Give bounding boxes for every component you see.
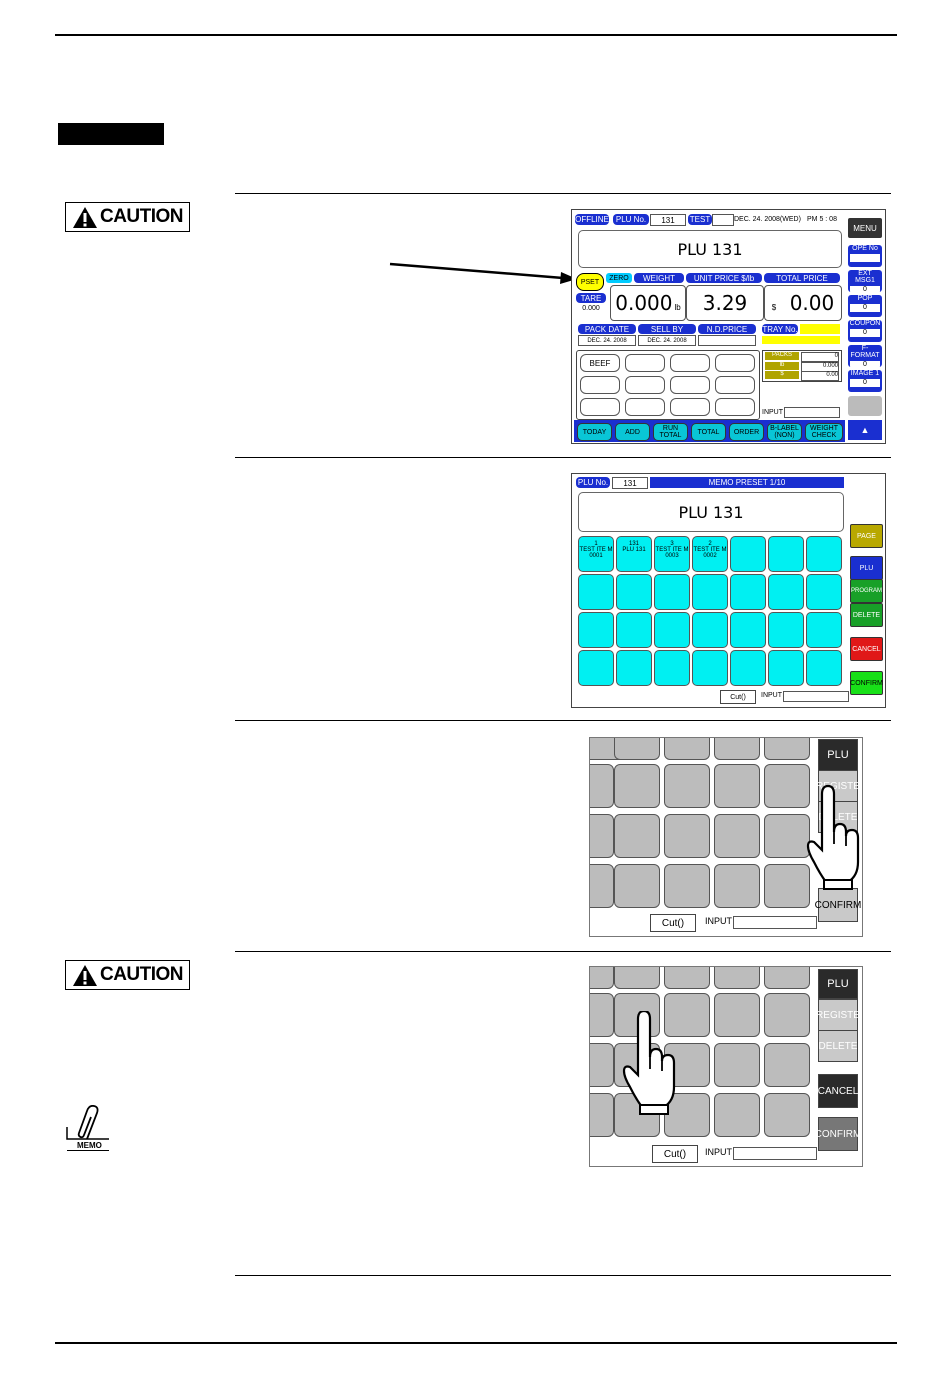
caution-label: CAUTION <box>99 206 184 227</box>
caution-badge <box>65 960 190 990</box>
preset-text: PLU 131 <box>622 547 646 553</box>
preset-grid <box>575 533 847 689</box>
lb-value: 0.000 <box>801 362 839 372</box>
preset-key[interactable] <box>580 398 620 416</box>
preset-key-panel <box>576 350 760 420</box>
memo-preset-screen <box>571 473 886 708</box>
tray-no-value <box>800 324 840 334</box>
weight-label: WEIGHT <box>634 273 684 283</box>
plu-no-value: 131 <box>612 477 648 489</box>
tare-value: 0.000 <box>582 305 600 312</box>
side-ope-no-label: OPE No <box>852 245 878 252</box>
memo-label: MEMO <box>77 1141 102 1150</box>
dollar-label: $ <box>765 371 799 379</box>
scroll-up-button[interactable]: ▲ <box>848 420 882 440</box>
side-pop-value: 0 <box>850 304 880 312</box>
test-value <box>712 214 734 226</box>
side-f-format-value: 0 <box>850 361 880 367</box>
plu-no-value: 131 <box>650 214 686 226</box>
preset-key[interactable] <box>589 966 614 989</box>
preset-key[interactable] <box>654 574 690 610</box>
preset-key[interactable] <box>625 354 665 372</box>
input-field[interactable] <box>733 1147 817 1160</box>
preset-key[interactable] <box>589 1093 614 1137</box>
bottom-rule <box>55 1342 897 1344</box>
preset-key[interactable] <box>616 612 652 648</box>
step-divider <box>235 193 891 194</box>
preset-key[interactable] <box>806 650 842 686</box>
memo-badge <box>65 1105 111 1151</box>
preset-key[interactable] <box>714 993 760 1037</box>
top-rule <box>55 34 897 36</box>
pack-date-label: PACK DATE <box>578 324 636 334</box>
side-ope-no-value <box>850 254 880 262</box>
confirm-button[interactable]: CONFIRM <box>818 888 858 922</box>
cancel-button[interactable]: CANCEL <box>818 1074 858 1108</box>
preset-key[interactable] <box>714 814 760 858</box>
preset-key[interactable] <box>589 864 614 908</box>
preset-key[interactable] <box>764 737 810 760</box>
total-button[interactable]: TOTAL <box>691 423 726 441</box>
preset-key[interactable] <box>616 650 652 686</box>
preset-key[interactable] <box>654 612 690 648</box>
page-button[interactable]: PAGE <box>850 524 883 548</box>
preset-key[interactable] <box>692 650 728 686</box>
memo-underline <box>67 1150 109 1151</box>
preset-key[interactable] <box>714 737 760 760</box>
input-field[interactable] <box>784 407 840 418</box>
preset-key[interactable] <box>578 574 614 610</box>
side-coupon[interactable] <box>848 320 882 342</box>
main-weighing-screen <box>571 209 886 444</box>
preset-key[interactable] <box>730 536 766 572</box>
input-label: INPUT <box>705 1147 732 1157</box>
order-button[interactable]: ORDER <box>729 423 764 441</box>
zero-indicator: ZERO <box>606 273 632 283</box>
input-field[interactable] <box>733 916 817 929</box>
cut-button[interactable]: Cut() <box>652 1145 698 1163</box>
preset-key-4[interactable] <box>692 536 728 572</box>
sell-by-value: DEC. 24. 2008 <box>638 335 696 346</box>
delete-button[interactable]: DELETE <box>818 801 858 833</box>
preset-text: TEST ITE M 0003 <box>655 547 689 559</box>
total-price-display <box>764 285 842 321</box>
weight-display <box>610 285 686 321</box>
preset-key[interactable] <box>616 574 652 610</box>
step-divider <box>235 951 891 952</box>
preset-key[interactable] <box>614 966 660 989</box>
weight-unit: lb <box>674 302 681 312</box>
preset-key[interactable] <box>664 864 710 908</box>
step-divider <box>235 457 891 458</box>
side-pop[interactable] <box>848 295 882 317</box>
pset-button[interactable]: PSET <box>576 273 604 291</box>
preset-key[interactable] <box>664 966 710 989</box>
tray-yellow-bar <box>762 336 840 344</box>
preset-key[interactable] <box>806 574 842 610</box>
plu-no-label: PLU No. <box>577 478 609 487</box>
preset-key[interactable] <box>664 737 710 760</box>
side-f-format[interactable] <box>848 345 882 367</box>
paperclip-icon <box>65 1105 111 1141</box>
program-button[interactable]: PROGRAM <box>850 579 883 603</box>
test-label: TEST <box>689 215 711 224</box>
preset-key[interactable] <box>764 1043 810 1087</box>
currency-sign: $ <box>771 302 777 312</box>
preset-key[interactable] <box>580 376 620 394</box>
b-label-button[interactable]: B-LABEL (NON) <box>767 423 802 441</box>
preset-key[interactable] <box>578 612 614 648</box>
preset-key[interactable] <box>692 612 728 648</box>
preset-key[interactable] <box>578 650 614 686</box>
preset-key[interactable] <box>625 398 665 416</box>
preset-key[interactable] <box>730 612 766 648</box>
register-button[interactable]: REGISTE <box>818 770 858 802</box>
memo-preset-title: MEMO PRESET 1/10 <box>650 477 844 488</box>
preset-key[interactable] <box>715 398 755 416</box>
preset-key[interactable] <box>768 650 804 686</box>
input-label: INPUT <box>762 409 783 416</box>
register-zoom-screen <box>589 737 863 937</box>
preset-key[interactable] <box>714 966 760 989</box>
run-total-button[interactable]: RUN TOTAL <box>653 423 688 441</box>
lb-label: lb <box>765 362 799 370</box>
preset-key[interactable] <box>730 574 766 610</box>
preset-key[interactable] <box>670 376 710 394</box>
nd-price-value <box>698 335 756 346</box>
preset-key[interactable] <box>764 966 810 989</box>
side-ext-msg[interactable] <box>848 270 882 292</box>
preset-key[interactable] <box>654 650 690 686</box>
section-heading-block <box>58 123 164 145</box>
preset-text: TEST ITE M 0002 <box>693 547 727 559</box>
preset-key[interactable] <box>768 612 804 648</box>
caution-label: CAUTION <box>99 964 184 985</box>
packs-label: PACKS <box>765 352 799 360</box>
total-price-value: 0.00 <box>789 291 835 315</box>
unit-price-label: UNIT PRICE $/lb <box>686 273 762 283</box>
pointing-hand-icon <box>620 1011 678 1121</box>
side-f-format-label: F-FORMAT <box>850 345 880 359</box>
side-pop-label: POP <box>857 295 873 302</box>
plu-button[interactable]: PLU <box>850 556 883 580</box>
preset-key-1[interactable] <box>578 536 614 572</box>
preset-key[interactable] <box>714 1043 760 1087</box>
unit-price-display: 3.29 <box>686 285 764 321</box>
preset-key[interactable] <box>589 764 614 808</box>
preset-key[interactable] <box>806 612 842 648</box>
preset-key[interactable] <box>589 993 614 1037</box>
pack-date-value: DEC. 24. 2008 <box>578 335 636 346</box>
preset-key[interactable] <box>730 650 766 686</box>
plu-name-display: PLU 131 <box>578 492 844 532</box>
weight-check-button[interactable]: WEIGHT CHECK <box>805 423 843 441</box>
preset-num: 2 <box>708 541 712 547</box>
side-image-label: IMAGE 1 <box>850 370 880 377</box>
packs-value: 0 <box>801 352 839 362</box>
cut-button[interactable]: Cut() <box>720 690 756 704</box>
date-display: DEC. 24. 2008(WED) <box>734 216 801 223</box>
function-key-bar <box>574 420 845 442</box>
side-ope-no[interactable] <box>848 245 882 267</box>
side-image[interactable] <box>848 370 882 392</box>
cancel-button[interactable]: CANCEL <box>850 637 883 661</box>
preset-key[interactable] <box>714 1093 760 1137</box>
select-preset-zoom-screen <box>589 966 863 1167</box>
step-divider <box>235 1275 891 1276</box>
preset-key-3[interactable] <box>654 536 690 572</box>
side-blank-button[interactable] <box>848 396 882 416</box>
pointer-arrow <box>385 258 580 286</box>
confirm-button[interactable]: CONFIRM <box>818 1117 858 1151</box>
preset-key[interactable] <box>614 764 660 808</box>
warning-icon <box>72 206 98 229</box>
add-button[interactable]: ADD <box>615 423 650 441</box>
preset-key[interactable] <box>764 1093 810 1137</box>
preset-key[interactable] <box>614 864 660 908</box>
input-field[interactable] <box>783 691 849 702</box>
confirm-button[interactable]: CONFIRM <box>850 671 883 695</box>
plu-no-label: PLU No. <box>613 214 649 225</box>
menu-button[interactable]: MENU <box>848 218 882 238</box>
warning-icon <box>72 964 98 987</box>
preset-key[interactable] <box>806 536 842 572</box>
dollar-value: 0.00 <box>801 371 839 381</box>
plu-button[interactable]: PLU <box>818 969 858 999</box>
side-coupon-label: COUPON <box>849 320 881 327</box>
total-price-label: TOTAL PRICE <box>764 273 840 283</box>
plu-name-display: PLU 131 <box>578 230 842 268</box>
time-display: PM 5 : 08 <box>807 216 837 223</box>
preset-key[interactable] <box>768 574 804 610</box>
tare-label: TARE <box>576 293 606 303</box>
side-ext-msg-label: EXT MSG1 <box>855 270 875 284</box>
preset-key[interactable] <box>670 354 710 372</box>
preset-key[interactable] <box>715 354 755 372</box>
weight-value: 0.000 <box>615 291 673 315</box>
delete-button[interactable]: DELETE <box>818 1030 858 1062</box>
side-coupon-value: 0 <box>850 329 880 337</box>
preset-num: 3 <box>670 541 674 547</box>
preset-key-2[interactable] <box>616 536 652 572</box>
preset-key[interactable] <box>714 764 760 808</box>
preset-key[interactable] <box>625 376 665 394</box>
preset-key[interactable] <box>692 574 728 610</box>
preset-key-beef[interactable]: BEEF <box>580 354 620 372</box>
preset-key[interactable] <box>715 376 755 394</box>
delete-button[interactable]: DELETE <box>850 603 883 627</box>
preset-key[interactable] <box>614 814 660 858</box>
input-label: INPUT <box>761 692 782 699</box>
nd-price-label: N.D.PRICE <box>698 324 756 334</box>
side-image-value: 0 <box>850 379 880 387</box>
preset-key[interactable] <box>664 764 710 808</box>
preset-key[interactable] <box>768 536 804 572</box>
preset-text: TEST ITE M 0001 <box>579 547 613 559</box>
preset-key[interactable] <box>670 398 710 416</box>
sell-by-label: SELL BY <box>638 324 696 334</box>
pointing-hand-icon <box>804 784 862 890</box>
packs-summary <box>762 350 842 382</box>
register-button[interactable]: REGISTE <box>818 999 858 1031</box>
tray-no-label: TRAY No. <box>762 324 798 334</box>
step-divider <box>235 720 891 721</box>
plu-button[interactable]: PLU <box>818 739 858 771</box>
cut-button[interactable]: Cut() <box>650 914 696 932</box>
preset-key[interactable] <box>589 814 614 858</box>
preset-num: 131 <box>628 541 639 547</box>
caution-badge <box>65 202 190 232</box>
preset-num: 1 <box>594 541 598 547</box>
status-offline: OFFLINE <box>575 215 609 224</box>
preset-key[interactable] <box>614 737 660 760</box>
today-button[interactable]: TODAY <box>577 423 612 441</box>
preset-key[interactable] <box>589 1043 614 1087</box>
side-ext-msg-value: 0 <box>850 286 880 292</box>
input-label: INPUT <box>705 916 732 926</box>
preset-key[interactable] <box>764 993 810 1037</box>
preset-key[interactable] <box>714 864 760 908</box>
preset-key[interactable] <box>664 814 710 858</box>
